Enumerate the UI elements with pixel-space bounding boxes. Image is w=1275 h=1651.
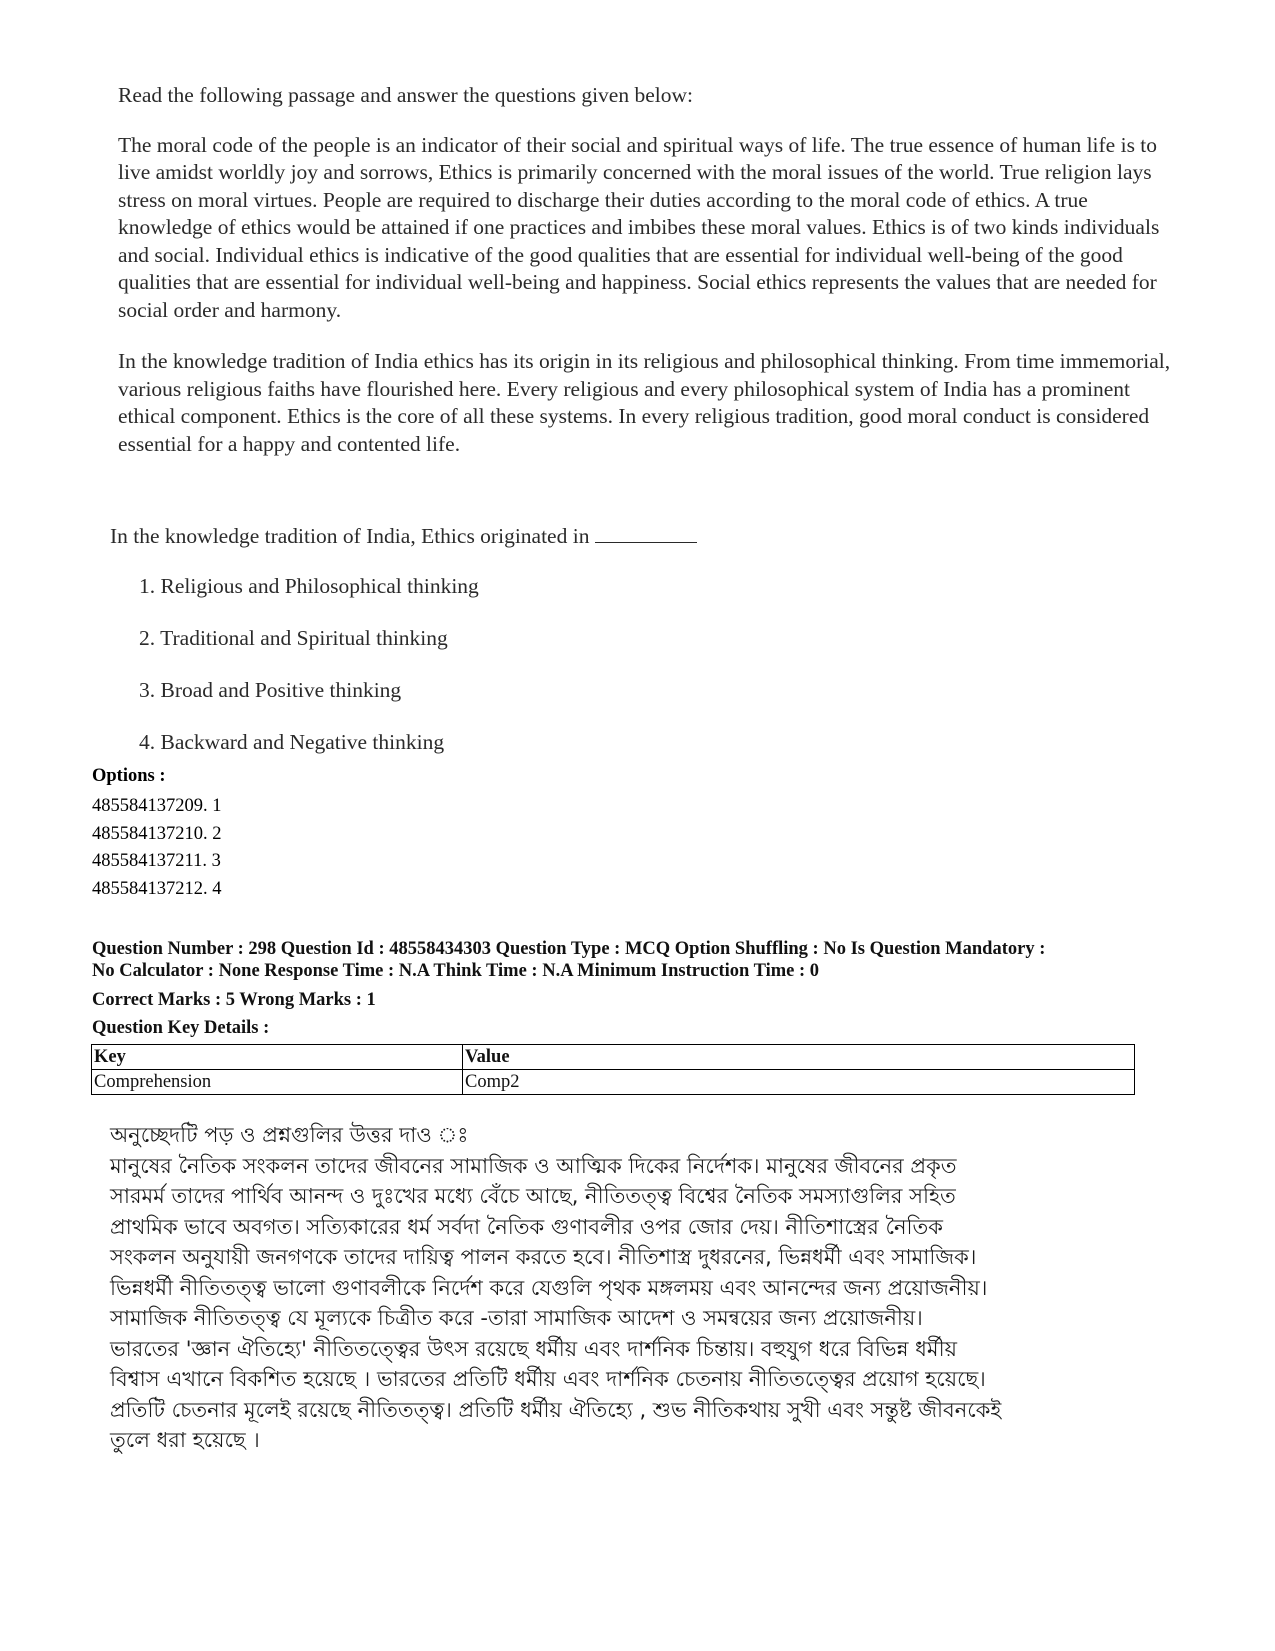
question-stem (110, 522, 1170, 550)
table-row (92, 1070, 1135, 1095)
english-passage (118, 82, 1178, 482)
options-heading: Options : (92, 766, 166, 786)
bengali-line: সামাজিক নীতিতত্ত্ব যে মূল্যকে চিত্রীত করে -তারা সামাজিক আদেশ ও সমন্বয়ের জন্য প্রয়োজনীয়। (110, 1306, 923, 1330)
question-info-line-1: Question Number : 298 Question Id : 48558434303 Question Type : MCQ Option Shuffling : No Is Question Mandatory : (92, 939, 1046, 959)
choice-item: 1. Religious and Philosophical thinking (139, 574, 479, 598)
table-cell-value: Comp2 (463, 1070, 1135, 1095)
option-id-line: 485584137210. 2 (92, 823, 222, 844)
bengali-line: ভারতের 'জ্ঞান ঐতিহ্যে' নীতিতত্ত্বের উৎস রয়েছে ধর্মীয় এবং দার্শনিক চিন্তায়। বহুযুগ ধরে বিভিন্ন ধর্মীয় (110, 1336, 957, 1361)
choice-item: 4. Backward and Negative thinking (139, 730, 445, 754)
question-info (92, 938, 1182, 982)
answer-blank (595, 524, 697, 543)
bengali-line: অনুচ্ছেদটি পড় ও প্রশ্নগুলির উত্তর দাও ঃ (110, 1123, 469, 1147)
bengali-line: প্রতিটি চেতনার মূলেই রয়েছে নীতিতত্ত্ব। প্রতিটি ধর্মীয় ঐতিহ্যে , শুভ নীতিকথায় সুখী এবং সন্তুষ্ট জীবনকেই (110, 1397, 1002, 1422)
key-details-table (91, 1044, 1135, 1095)
bengali-line: মানুষের নৈতিক সংকলন তাদের জীবনের সামাজিক ও আত্মিক দিকের নির্দেশক। মানুষের জীবনের প্রকৃত (110, 1153, 957, 1178)
bengali-line: সারমর্ম তাদের পার্থিব আনন্দ ও দুঃখের মধ্যে বেঁচে আছে, নীতিতত্ত্ব বিশ্বের নৈতিক সমস্যাগুলির সহিত (110, 1184, 956, 1208)
question-text: In the knowledge tradition of India, Ethics originated in (110, 524, 590, 548)
table-header-row (92, 1045, 1135, 1070)
option-id-line: 485584137209. 1 (92, 796, 222, 816)
table-header-key: Key (92, 1045, 463, 1070)
passage-intro: Read the following passage and answer the questions given below: (118, 83, 693, 107)
bengali-line: সংকলন অনুযায়ী জনগণকে তাদের দায়িত্ব পালন করতে হবে। নীতিশাস্ত্র দুধরনের, ভিন্নধর্মী এবং সামাজিক। (110, 1245, 977, 1269)
option-id-line: 485584137212. 4 (92, 878, 222, 899)
marks-line: Correct Marks : 5 Wrong Marks : 1 (92, 990, 376, 1010)
passage-paragraph-2: In the knowledge tradition of India ethics has its origin in its religious and philosophical thinking. From time immemorial, various religious faiths have flourished here. Every religious and every philosophical system of India has a prominent ethical component. Ethics is the core of all these systems. In every religious tradition, good moral conduct is considered essential for a happy and contented life. (118, 349, 1171, 456)
bengali-line: ভিন্নধর্মী নীতিতত্ত্ব ভালো গুণাবলীকে নির্দেশ করে যেগুলি পৃথক মঙ্গলময় এবং আনন্দের জন্য প্রয়োজনীয়। (110, 1275, 988, 1300)
option-id-line: 485584137211. 3 (92, 851, 221, 871)
question-block (110, 522, 1170, 780)
bengali-line: বিশ্বাস এখানে বিকশিত হয়েছে । ভারতের প্রতিটি ধর্মীয় এবং দার্শনিক চেতনায় নীতিতত্ত্বের প্রয়োগ হয়েছে। (110, 1367, 986, 1391)
table-header-value: Value (463, 1045, 1135, 1070)
choice-list (110, 572, 1170, 780)
bengali-line: তুলে ধরা হয়েছে । (110, 1428, 260, 1452)
table-cell-key: Comprehension (92, 1070, 463, 1095)
options-section (92, 766, 1192, 903)
bengali-passage (110, 1120, 1120, 1456)
choice-item: 2. Traditional and Spiritual thinking (139, 626, 448, 650)
passage-paragraph-1: The moral code of the people is an indicator of their social and spiritual ways of life. The true essence of human life is to live amidst worldly joy and sorrows, Ethics is primarily concerned with the moral issues of the world. True religion lays stress on moral virtues. People are required to discharge their duties according to the moral code of ethics. A true knowledge of ethics would be attained if one practices and imbibes these moral values. Ethics is of two kinds individuals and social. Individual ethics is indicative of the good qualities that are essential for individual well-being of the good qualities that are essential for individual well-being and happiness. Social ethics represents the values that are needed for social order and harmony. (118, 132, 1160, 322)
key-details-heading: Question Key Details : (92, 1018, 270, 1038)
choice-item: 3. Broad and Positive thinking (139, 678, 402, 702)
question-info-line-2: No Calculator : None Response Time : N.A Think Time : N.A Minimum Instruction Time : 0 (92, 961, 820, 981)
bengali-line: প্রাথমিক ভাবে অবগত। সত্যিকারের ধর্ম সর্বদা নৈতিক গুণাবলীর ওপর জোর দেয়। নীতিশাস্ত্রের নৈতিক (110, 1214, 943, 1239)
